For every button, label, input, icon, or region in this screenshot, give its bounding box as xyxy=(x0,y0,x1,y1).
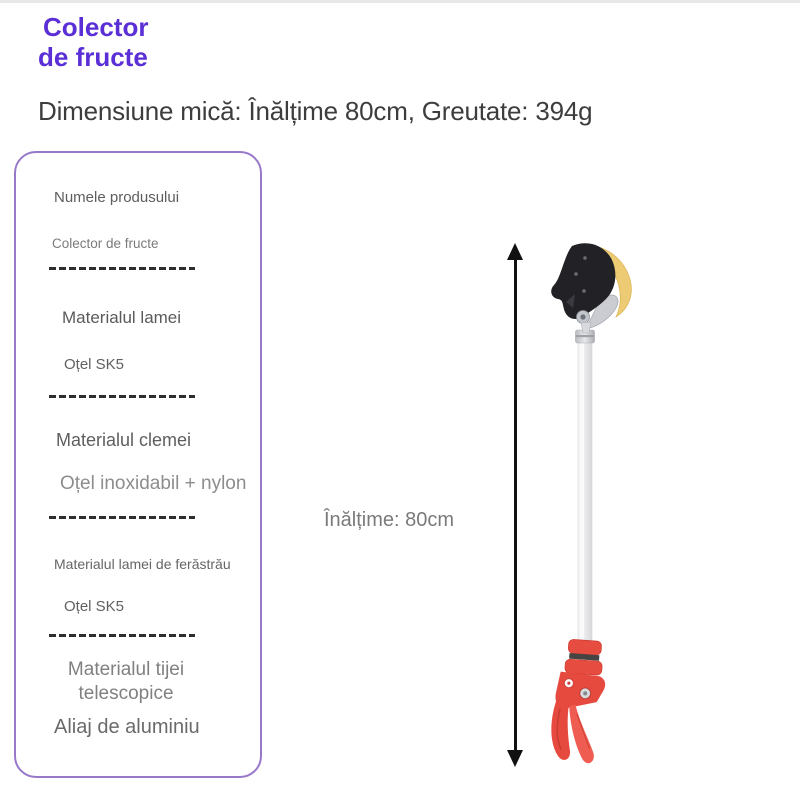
spec-label-clamp-material: Materialul clemei xyxy=(56,430,192,450)
spec-label-blade-material: Materialul lamei xyxy=(62,308,182,327)
spec-value-clamp-material: Oțel inoxidabil + nylon xyxy=(60,473,247,494)
cutter-head xyxy=(551,243,631,333)
trigger-handle xyxy=(549,638,608,764)
height-dimension-label: Înălțime: 80cm xyxy=(324,509,455,531)
spec-value-product-name: Colector de fructe xyxy=(52,236,159,251)
spec-label-saw-blade-material: Materialul lamei de ferăstrău xyxy=(54,556,231,572)
brand-logo xyxy=(38,12,148,72)
dashed-divider xyxy=(49,267,195,270)
pole xyxy=(576,330,595,647)
spec-label-product-name: Numele produsului xyxy=(54,189,180,206)
brand-line-2: de fructe xyxy=(38,42,148,72)
page-top-edge xyxy=(0,0,800,3)
product-image xyxy=(480,236,680,776)
spec-value-blade-material: Oțel SK5 xyxy=(64,356,125,373)
dashed-divider xyxy=(49,516,195,519)
brand-line-1: Colector xyxy=(43,12,149,42)
dashed-divider xyxy=(49,634,195,637)
dashed-divider xyxy=(49,395,195,398)
spec-box xyxy=(14,151,262,778)
page-title: Dimensiune mică: Înălțime 80cm, Greutate: 394g xyxy=(38,96,593,126)
spec-value-pole-material: Aliaj de aluminiu xyxy=(54,716,200,738)
spec-label-pole-material: Materialul tijei telescopice xyxy=(67,659,185,704)
spec-value-saw-blade-material: Oțel SK5 xyxy=(64,598,125,615)
